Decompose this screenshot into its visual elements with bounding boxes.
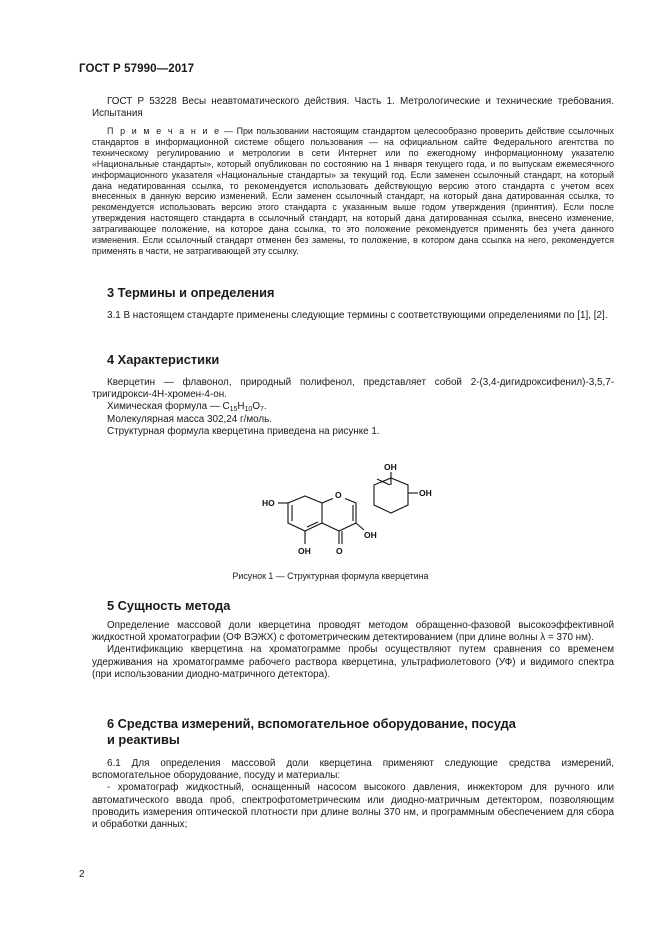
section-4-body xyxy=(92,377,614,438)
keto-oxygen-label: O xyxy=(336,546,343,556)
structure-reference: Структурная формула кверцетина приведена на рисунке 1. xyxy=(107,425,380,437)
section-3-paragraph: 3.1 В настоящем стандарте применены следующие термины с соответствующими определениями по [1], [2]. xyxy=(107,310,608,321)
document-header: ГОСТ Р 57990—2017 xyxy=(79,63,195,75)
hydroxyl-4prime-label: OH xyxy=(419,488,432,498)
note-block xyxy=(92,126,614,257)
ring-oxygen-label: O xyxy=(335,490,342,500)
section-5-paragraph-1: Определение массовой доли кверцетина проводят методом обращенно-фазовой высокоэффективной жидкостной хроматографии (ОФ ВЭЖХ) с фотометрическим детектированием (при длине волны λ = 370 нм). xyxy=(92,620,614,644)
hydroxyl-3-label: OH xyxy=(364,530,377,540)
reference-gost-53228: ГОСТ Р 53228 Весы неавтоматического действия. Часть 1. Метрологические и технические требования. Испытания xyxy=(92,96,614,120)
quercetin-structure-figure xyxy=(260,462,440,576)
note-label: П р и м е ч а н и е xyxy=(107,126,221,136)
section-5-body xyxy=(92,620,614,681)
page-number: 2 xyxy=(79,869,85,880)
section-4-title: 4 Характеристики xyxy=(107,352,220,367)
section-5-title: 5 Сущность метода xyxy=(107,598,231,613)
figure-caption: Рисунок 1 — Структурная формула кверцетина xyxy=(232,571,429,581)
chemical-formula: Химическая формула — $C_{15}H_{10}O_7$. xyxy=(107,401,267,414)
molecular-mass: Молекулярная масса 302,24 г/моль. xyxy=(107,413,273,425)
section-6-item-1: - хроматограф жидкостный, оснащенный насосом высокого давления, инжектором для ручного или автоматического ввода проб, спектрофотометрическим или диодно-матричным детектором, позволяющим проводить измерения оптической плотности при длине волны 370 нм, и программным обеспечением для сбора и обработки данных; xyxy=(92,782,614,831)
ring-c xyxy=(322,496,356,531)
note-text: — При пользовании настоящим стандартом целесообразно проверить действие ссылочных стандартов в информационной системе общего пользования — на официальном сайте Федерального агентства по техническому регулированию и метрологии в сети Интернет или по ежегодному информационному указателю «Национальные стандарты», который опубликован по состоянию на 1 января текущего года, и по выпускам ежемесячного информационного указателя «Национальные стандарты» за текущий год. Если заменен ссылочный стандарт, на который дана недатированная ссылка, то рекомендуется использовать действующую версию этого стандарта с учетом всех внесенных в данную версию изменений. Если заменен ссылочный стандарт, на который дана датированная ссылка, то рекомендуется использовать версию этого стандарта с указанным выше годом утверждения (принятия). Если после утверждения настоящего стандарта в ссылочный стандарт, на который дана датированная ссылка, внесено изменение, затрагивающее положение, на которое дана ссылка, то это положение рекомендуется применять без учета данного изменения. Если ссылочный стандарт отменен без замены, то положение, в котором дана ссылка на него, рекомендуется применять в части, не затрагивающей эту ссылку. xyxy=(92,126,614,256)
section-6-title: 6 Средства измерений, вспомогательное оборудование, посуда и реактивы xyxy=(107,716,516,747)
section-6-body xyxy=(92,758,614,831)
section-3-title: 3 Термины и определения xyxy=(107,285,275,300)
hydroxyl-7-label: HO xyxy=(262,498,275,508)
quercetin-definition: Кверцетин — флавонол, природный полифенол, представляет собой 2-(3,4-дигидроксифенил)-3,5,7-тригидрокси-4Н-хромен-4-он. xyxy=(92,377,614,401)
hydroxyl-5-label: OH xyxy=(298,546,311,556)
hydroxyl-3prime-label: OH xyxy=(384,462,397,472)
section-6-paragraph-1: 6.1 Для определения массовой доли кверцетина применяют следующие средства измерений, вспомогательное оборудование, посуду и материалы: xyxy=(92,758,614,782)
section-5-paragraph-2: Идентификацию кверцетина на хроматограмме пробы осуществляют путем сравнения со временем удерживания на хроматограмме рабочего раствора кверцетина, ультрафиолетового (УФ) и видимого спектра (при использовании диодно-матричного детектора). xyxy=(92,644,614,680)
ring-a xyxy=(288,496,322,531)
